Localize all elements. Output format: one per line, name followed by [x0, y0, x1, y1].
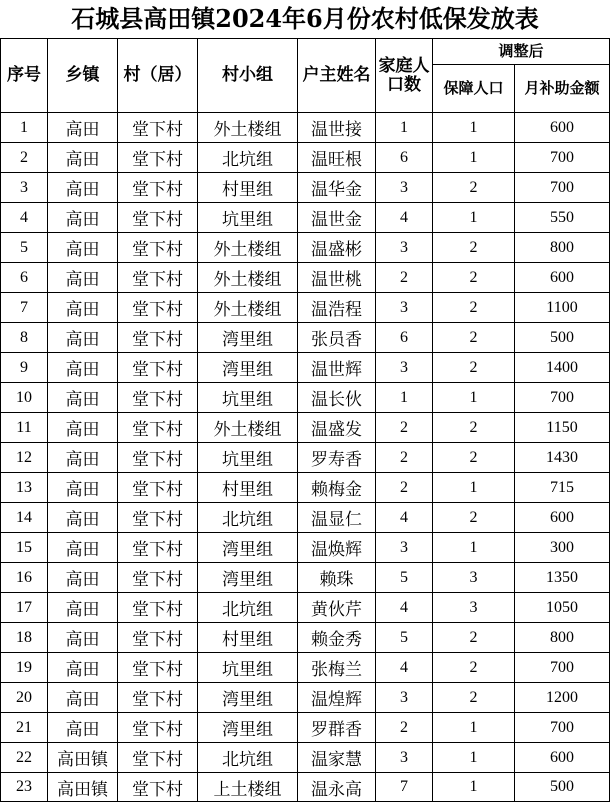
cell-family-size: 2 — [376, 713, 433, 743]
cell-family-size: 7 — [376, 773, 433, 802]
cell-town: 高田 — [48, 293, 118, 323]
cell-family-size: 3 — [376, 353, 433, 383]
cell-village: 堂下村 — [118, 263, 198, 293]
cell-group: 湾里组 — [198, 713, 298, 743]
cell-monthly-subsidy: 550 — [515, 203, 610, 233]
cell-town: 高田 — [48, 623, 118, 653]
cell-village: 堂下村 — [118, 713, 198, 743]
subsidy-table — [0, 38, 610, 802]
header-monthly-subsidy: 月补助金额 — [515, 65, 610, 113]
cell-village: 堂下村 — [118, 653, 198, 683]
cell-town: 高田 — [48, 353, 118, 383]
cell-head-name: 罗群香 — [298, 713, 376, 743]
cell-seq: 14 — [1, 503, 48, 533]
cell-monthly-subsidy: 1400 — [515, 353, 610, 383]
cell-covered: 2 — [433, 443, 515, 473]
header-village: 村（居） — [118, 39, 198, 113]
table-row — [1, 413, 610, 443]
cell-seq: 23 — [1, 773, 48, 802]
cell-town: 高田 — [48, 473, 118, 503]
cell-village: 堂下村 — [118, 323, 198, 353]
header-seq: 序号 — [1, 39, 48, 113]
table-row — [1, 203, 610, 233]
cell-town: 高田 — [48, 653, 118, 683]
cell-covered: 2 — [433, 263, 515, 293]
cell-seq: 20 — [1, 683, 48, 713]
cell-group: 湾里组 — [198, 563, 298, 593]
cell-covered: 1 — [433, 743, 515, 773]
cell-family-size: 2 — [376, 473, 433, 503]
cell-monthly-subsidy: 700 — [515, 173, 610, 203]
cell-head-name: 罗寿香 — [298, 443, 376, 473]
cell-group: 北坑组 — [198, 593, 298, 623]
cell-seq: 7 — [1, 293, 48, 323]
cell-village: 堂下村 — [118, 293, 198, 323]
cell-covered: 2 — [433, 173, 515, 203]
cell-group: 外土楼组 — [198, 113, 298, 143]
cell-village: 堂下村 — [118, 503, 198, 533]
header-group: 村小组 — [198, 39, 298, 113]
cell-village: 堂下村 — [118, 353, 198, 383]
table-row — [1, 533, 610, 563]
cell-group: 坑里组 — [198, 443, 298, 473]
cell-head-name: 温世桃 — [298, 263, 376, 293]
table-row — [1, 113, 610, 143]
cell-monthly-subsidy: 600 — [515, 503, 610, 533]
cell-head-name: 赖金秀 — [298, 623, 376, 653]
table-row — [1, 143, 610, 173]
cell-group: 外土楼组 — [198, 413, 298, 443]
cell-seq: 12 — [1, 443, 48, 473]
table-row — [1, 383, 610, 413]
table-row — [1, 293, 610, 323]
cell-town: 高田 — [48, 113, 118, 143]
cell-family-size: 4 — [376, 593, 433, 623]
cell-village: 堂下村 — [118, 203, 198, 233]
cell-monthly-subsidy: 1100 — [515, 293, 610, 323]
cell-covered: 1 — [433, 533, 515, 563]
cell-seq: 22 — [1, 743, 48, 773]
table-row — [1, 473, 610, 503]
cell-covered: 1 — [433, 383, 515, 413]
cell-group: 坑里组 — [198, 203, 298, 233]
cell-head-name: 温永高 — [298, 773, 376, 802]
cell-head-name: 温世辉 — [298, 353, 376, 383]
cell-covered: 2 — [433, 623, 515, 653]
cell-group: 湾里组 — [198, 683, 298, 713]
table-row — [1, 653, 610, 683]
cell-family-size: 1 — [376, 113, 433, 143]
cell-monthly-subsidy: 700 — [515, 383, 610, 413]
cell-village: 堂下村 — [118, 743, 198, 773]
cell-monthly-subsidy: 700 — [515, 713, 610, 743]
header-head-name: 户主姓名 — [298, 39, 376, 113]
cell-head-name: 温浩程 — [298, 293, 376, 323]
cell-head-name: 温世金 — [298, 203, 376, 233]
cell-seq: 1 — [1, 113, 48, 143]
cell-family-size: 3 — [376, 533, 433, 563]
cell-town: 高田 — [48, 323, 118, 353]
cell-covered: 2 — [433, 653, 515, 683]
cell-group: 村里组 — [198, 623, 298, 653]
cell-town: 高田 — [48, 713, 118, 743]
cell-village: 堂下村 — [118, 473, 198, 503]
cell-monthly-subsidy: 1150 — [515, 413, 610, 443]
cell-village: 堂下村 — [118, 143, 198, 173]
cell-village: 堂下村 — [118, 233, 198, 263]
cell-family-size: 4 — [376, 503, 433, 533]
cell-town: 高田 — [48, 173, 118, 203]
cell-town: 高田 — [48, 593, 118, 623]
table-row — [1, 773, 610, 802]
cell-covered: 3 — [433, 563, 515, 593]
cell-family-size: 3 — [376, 233, 433, 263]
cell-head-name: 温显仁 — [298, 503, 376, 533]
table-row — [1, 263, 610, 293]
table-row — [1, 563, 610, 593]
cell-monthly-subsidy: 1050 — [515, 593, 610, 623]
cell-monthly-subsidy: 600 — [515, 263, 610, 293]
cell-covered: 2 — [433, 413, 515, 443]
cell-seq: 21 — [1, 713, 48, 743]
cell-group: 上土楼组 — [198, 773, 298, 802]
cell-covered: 1 — [433, 113, 515, 143]
cell-town: 高田 — [48, 233, 118, 263]
cell-group: 湾里组 — [198, 323, 298, 353]
cell-monthly-subsidy: 1430 — [515, 443, 610, 473]
cell-group: 湾里组 — [198, 353, 298, 383]
cell-head-name: 赖珠 — [298, 563, 376, 593]
cell-group: 北坑组 — [198, 743, 298, 773]
cell-family-size: 3 — [376, 683, 433, 713]
cell-village: 堂下村 — [118, 443, 198, 473]
cell-covered: 2 — [433, 353, 515, 383]
cell-family-size: 3 — [376, 293, 433, 323]
cell-monthly-subsidy: 1350 — [515, 563, 610, 593]
cell-group: 湾里组 — [198, 533, 298, 563]
cell-covered: 1 — [433, 143, 515, 173]
cell-family-size: 2 — [376, 443, 433, 473]
cell-monthly-subsidy: 800 — [515, 623, 610, 653]
cell-head-name: 温盛彬 — [298, 233, 376, 263]
cell-monthly-subsidy: 500 — [515, 773, 610, 802]
table-row — [1, 683, 610, 713]
cell-monthly-subsidy: 700 — [515, 143, 610, 173]
cell-head-name: 温华金 — [298, 173, 376, 203]
cell-group: 外土楼组 — [198, 293, 298, 323]
cell-seq: 4 — [1, 203, 48, 233]
cell-town: 高田 — [48, 203, 118, 233]
cell-family-size: 5 — [376, 623, 433, 653]
cell-town: 高田 — [48, 413, 118, 443]
table-row — [1, 323, 610, 353]
cell-group: 北坑组 — [198, 143, 298, 173]
cell-covered: 1 — [433, 773, 515, 802]
cell-town: 高田 — [48, 533, 118, 563]
cell-family-size: 1 — [376, 383, 433, 413]
cell-head-name: 温旺根 — [298, 143, 376, 173]
cell-seq: 13 — [1, 473, 48, 503]
cell-monthly-subsidy: 600 — [515, 743, 610, 773]
cell-head-name: 温焕辉 — [298, 533, 376, 563]
cell-monthly-subsidy: 800 — [515, 233, 610, 263]
table-row — [1, 443, 610, 473]
cell-town: 高田 — [48, 443, 118, 473]
table-row — [1, 713, 610, 743]
header-family-size: 家庭人口数 — [376, 39, 433, 113]
cell-village: 堂下村 — [118, 383, 198, 413]
cell-covered: 1 — [433, 713, 515, 743]
cell-head-name: 张梅兰 — [298, 653, 376, 683]
table-row — [1, 743, 610, 773]
cell-monthly-subsidy: 600 — [515, 113, 610, 143]
cell-town: 高田 — [48, 263, 118, 293]
cell-seq: 16 — [1, 563, 48, 593]
cell-village: 堂下村 — [118, 563, 198, 593]
cell-group: 外土楼组 — [198, 263, 298, 293]
cell-town: 高田 — [48, 143, 118, 173]
cell-head-name: 张员香 — [298, 323, 376, 353]
cell-head-name: 温煌辉 — [298, 683, 376, 713]
header-covered: 保障人口 — [433, 65, 515, 113]
cell-village: 堂下村 — [118, 413, 198, 443]
cell-covered: 2 — [433, 683, 515, 713]
cell-seq: 11 — [1, 413, 48, 443]
cell-head-name: 温盛发 — [298, 413, 376, 443]
cell-seq: 19 — [1, 653, 48, 683]
cell-monthly-subsidy: 1200 — [515, 683, 610, 713]
cell-family-size: 2 — [376, 263, 433, 293]
cell-family-size: 4 — [376, 203, 433, 233]
cell-group: 村里组 — [198, 173, 298, 203]
cell-group: 村里组 — [198, 473, 298, 503]
header-adjusted: 调整后 — [433, 39, 610, 65]
table-row — [1, 593, 610, 623]
cell-head-name: 温长伙 — [298, 383, 376, 413]
cell-town: 高田 — [48, 383, 118, 413]
cell-town: 高田 — [48, 503, 118, 533]
cell-covered: 3 — [433, 593, 515, 623]
cell-group: 北坑组 — [198, 503, 298, 533]
cell-seq: 2 — [1, 143, 48, 173]
cell-family-size: 6 — [376, 143, 433, 173]
cell-group: 坑里组 — [198, 383, 298, 413]
cell-head-name: 温家慧 — [298, 743, 376, 773]
table-row — [1, 623, 610, 653]
cell-village: 堂下村 — [118, 173, 198, 203]
cell-town: 高田镇 — [48, 773, 118, 802]
cell-village: 堂下村 — [118, 683, 198, 713]
cell-covered: 2 — [433, 323, 515, 353]
cell-covered: 2 — [433, 233, 515, 263]
cell-head-name: 赖梅金 — [298, 473, 376, 503]
header-town: 乡镇 — [48, 39, 118, 113]
table-row — [1, 173, 610, 203]
cell-seq: 17 — [1, 593, 48, 623]
cell-covered: 1 — [433, 203, 515, 233]
cell-seq: 8 — [1, 323, 48, 353]
cell-town: 高田 — [48, 683, 118, 713]
cell-village: 堂下村 — [118, 113, 198, 143]
cell-village: 堂下村 — [118, 533, 198, 563]
cell-village: 堂下村 — [118, 593, 198, 623]
cell-seq: 3 — [1, 173, 48, 203]
cell-family-size: 3 — [376, 173, 433, 203]
cell-head-name: 温世接 — [298, 113, 376, 143]
cell-village: 堂下村 — [118, 773, 198, 802]
cell-family-size: 3 — [376, 743, 433, 773]
cell-family-size: 4 — [376, 653, 433, 683]
cell-monthly-subsidy: 300 — [515, 533, 610, 563]
cell-seq: 10 — [1, 383, 48, 413]
cell-seq: 18 — [1, 623, 48, 653]
page-title: 石城县高田镇2024年6月份农村低保发放表 — [71, 4, 539, 33]
cell-family-size: 2 — [376, 413, 433, 443]
cell-covered: 2 — [433, 293, 515, 323]
table-row — [1, 503, 610, 533]
cell-family-size: 5 — [376, 563, 433, 593]
cell-seq: 15 — [1, 533, 48, 563]
cell-family-size: 6 — [376, 323, 433, 353]
cell-seq: 9 — [1, 353, 48, 383]
cell-monthly-subsidy: 700 — [515, 653, 610, 683]
cell-covered: 2 — [433, 503, 515, 533]
cell-group: 坑里组 — [198, 653, 298, 683]
cell-monthly-subsidy: 715 — [515, 473, 610, 503]
table-row — [1, 233, 610, 263]
cell-seq: 5 — [1, 233, 48, 263]
cell-town: 高田镇 — [48, 743, 118, 773]
cell-seq: 6 — [1, 263, 48, 293]
cell-village: 堂下村 — [118, 623, 198, 653]
cell-covered: 1 — [433, 473, 515, 503]
cell-head-name: 黄伙芹 — [298, 593, 376, 623]
cell-town: 高田 — [48, 563, 118, 593]
cell-group: 外土楼组 — [198, 233, 298, 263]
table-row — [1, 353, 610, 383]
cell-monthly-subsidy: 500 — [515, 323, 610, 353]
